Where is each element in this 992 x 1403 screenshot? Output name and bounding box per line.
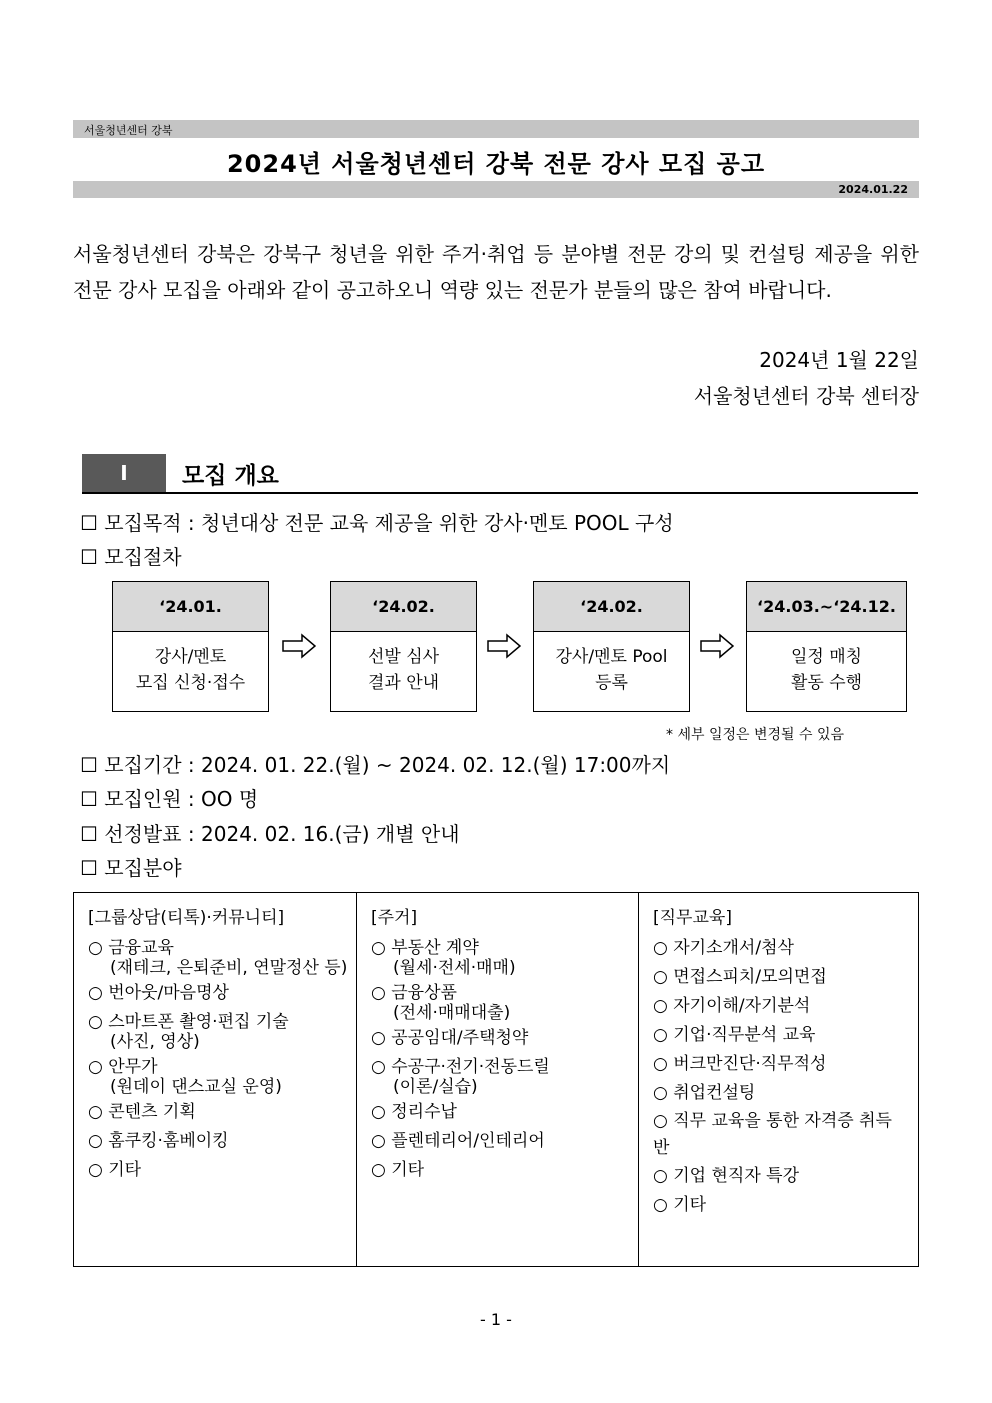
field-item: ○ 수공구·전기·전동드릴 <box>371 1057 550 1077</box>
header-bar-bottom <box>73 181 919 198</box>
step-line: 강사/멘토 <box>154 647 227 667</box>
sign-name: 서울청년센터 강북 센터장 <box>693 384 919 408</box>
section-title: 모집 개요 <box>182 463 279 489</box>
column-header: [직무교육] <box>653 908 732 928</box>
arrow-right-icon <box>282 633 316 659</box>
step-line: 선발 심사 <box>367 647 440 667</box>
header-bar-top <box>73 120 919 138</box>
field-item: ○ 금융교육 <box>88 938 174 958</box>
field-item: ○ 면접스피치/모의면접 <box>653 967 827 987</box>
field-item: ○ 자기이해/자기분석 <box>653 996 811 1016</box>
field-item-sub: (월세·전세·매매) <box>393 958 516 978</box>
column-header: [그룹상담(티톡)·커뮤니티] <box>88 908 285 928</box>
field-item-sub: (전세·매매대출) <box>393 1003 511 1023</box>
step-date: ‘24.01. <box>113 582 268 632</box>
field-item: ○ 금융상품 <box>371 983 457 1003</box>
field-item: ○ 기업·직무분석 교육 <box>653 1025 816 1045</box>
step-date: ‘24.02. <box>534 582 689 632</box>
step-line: 강사/멘토 Pool <box>555 647 668 667</box>
org-label: 서울청년센터 강북 <box>84 124 173 137</box>
step-line: 등록 <box>595 673 628 693</box>
fields-table <box>73 892 919 1267</box>
field-item: ○ 플렌테리어/인테리어 <box>371 1131 545 1151</box>
field-item: ○ 기타 <box>653 1195 707 1215</box>
step-line: 모집 신청·접수 <box>135 673 246 693</box>
step-date: ‘24.02. <box>331 582 476 632</box>
step-date: ‘24.03.~‘24.12. <box>747 582 906 632</box>
column-header: [주거] <box>371 908 418 928</box>
header-date: 2024.01.22 <box>838 183 908 196</box>
steps-note: * 세부 일정은 변경될 수 있음 <box>666 727 845 743</box>
step-4 <box>746 581 907 712</box>
item-headcount: ☐ 모집인원 : OO 명 <box>80 787 259 811</box>
field-item-sub: (사진, 영상) <box>110 1032 200 1052</box>
fields-column-housing <box>356 893 638 1266</box>
field-item: ○ 콘텐츠 기획 <box>88 1102 196 1122</box>
arrow-right-icon <box>700 633 734 659</box>
page-title: 2024년 서울청년센터 강북 전문 강사 모집 공고 <box>226 150 766 178</box>
sign-date: 2024년 1월 22일 <box>759 348 919 372</box>
fields-column-group <box>74 893 356 1266</box>
field-item: ○ 번아웃/마음명상 <box>88 983 229 1003</box>
field-item: ○ 홈쿠킹·홈베이킹 <box>88 1131 229 1151</box>
field-item: ○ 기업 현직자 특강 <box>653 1166 799 1186</box>
step-2 <box>330 581 477 712</box>
item-procedure: ☐ 모집절차 <box>80 545 182 569</box>
field-item-sub: (이론/실습) <box>393 1077 478 1097</box>
field-item: ○ 기타 <box>88 1160 142 1180</box>
field-item: ○ 안무가 <box>88 1057 158 1077</box>
item-period: ☐ 모집기간 : 2024. 01. 22.(월) ~ 2024. 02. 12.(월) 17:00까지 <box>80 753 671 777</box>
step-3 <box>533 581 690 712</box>
page-number: - 1 - <box>480 1310 512 1329</box>
field-item: ○ 버크만진단·직무적성 <box>653 1054 827 1074</box>
field-item: ○ 부동산 계약 <box>371 938 479 958</box>
field-item: ○ 스마트폰 촬영·편집 기술 <box>88 1012 289 1032</box>
field-item: ○ 취업컨설팅 <box>653 1083 756 1103</box>
step-line: 결과 안내 <box>367 673 440 693</box>
field-item-sub: (원데이 댄스교실 운영) <box>110 1077 282 1097</box>
item-announce: ☐ 선정발표 : 2024. 02. 16.(금) 개별 안내 <box>80 822 460 846</box>
fields-column-job <box>638 893 918 1266</box>
arrow-right-icon <box>487 633 521 659</box>
field-item: ○ 기타 <box>371 1160 425 1180</box>
item-fields: ☐ 모집분야 <box>80 856 182 880</box>
step-1 <box>112 581 269 712</box>
field-item-sub: (재테크, 은퇴준비, 연말정산 등) <box>110 958 348 978</box>
section-number: I <box>82 454 166 492</box>
section-rule <box>82 492 918 494</box>
intro-paragraph: 서울청년센터 강북은 강북구 청년을 위한 주거·취업 등 분야별 전문 강의 및 컨설팅 제공을 위한 전문 강사 모집을 아래와 같이 공고하오니 역량 있는 전문가 분들의 많은 참여 바랍니다. <box>73 242 919 302</box>
field-item: ○ 직무 교육을 통한 자격증 취득 반 <box>653 1111 892 1158</box>
field-item: ○ 자기소개서/첨삭 <box>653 938 794 958</box>
field-item: ○ 정리수납 <box>371 1102 457 1122</box>
step-line: 활동 수행 <box>790 673 863 693</box>
item-purpose: ☐ 모집목적 : 청년대상 전문 교육 제공을 위한 강사·멘토 POOL 구성 <box>80 511 674 535</box>
field-item: ○ 공공임대/주택청약 <box>371 1028 529 1048</box>
step-line: 일정 매칭 <box>790 647 863 667</box>
